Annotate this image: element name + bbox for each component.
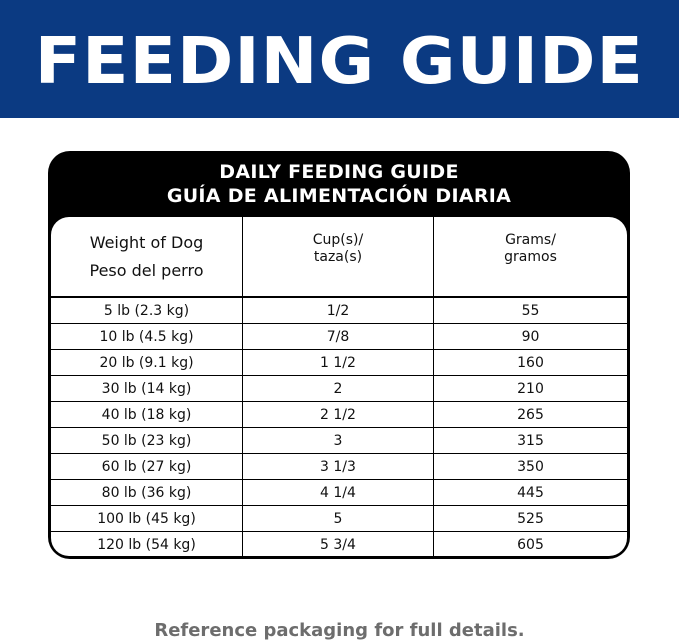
footer-note: Reference packaging for full details. bbox=[154, 620, 525, 641]
cups-cell: 7/8 bbox=[326, 329, 350, 345]
weight-cell: 50 lb (23 kg) bbox=[101, 433, 192, 449]
column-header-weight-es: Peso del perro bbox=[89, 261, 204, 280]
grams-cell: 525 bbox=[517, 511, 544, 527]
page-title: FEEDING GUIDE bbox=[34, 25, 645, 99]
card-title-spanish: GUÍA DE ALIMENTACIÓN DIARIA bbox=[166, 185, 512, 207]
cups-cell: 2 1/2 bbox=[320, 407, 356, 423]
cups-cell: 5 bbox=[333, 511, 343, 527]
header-banner bbox=[0, 0, 679, 118]
column-header-grams bbox=[434, 217, 627, 289]
weight-cell: 100 lb (45 kg) bbox=[97, 511, 196, 527]
weight-cell: 10 lb (4.5 kg) bbox=[99, 329, 194, 345]
grams-cell: 315 bbox=[517, 433, 544, 449]
grams-cell: 160 bbox=[517, 355, 544, 371]
cups-cell: 4 1/4 bbox=[320, 485, 356, 501]
cups-cell: 5 3/4 bbox=[320, 537, 356, 553]
cups-cell: 1/2 bbox=[326, 303, 350, 319]
weight-cell: 120 lb (54 kg) bbox=[97, 537, 196, 553]
grams-cell: 445 bbox=[517, 485, 544, 501]
weight-cell: 80 lb (36 kg) bbox=[101, 485, 192, 501]
weight-cell: 20 lb (9.1 kg) bbox=[99, 355, 194, 371]
column-header-weight-en: Weight of Dog bbox=[89, 233, 204, 252]
column-header-grams-es: gramos bbox=[504, 249, 557, 265]
column-header-cups-es: taza(s) bbox=[313, 249, 363, 265]
cups-cell: 3 bbox=[333, 433, 343, 449]
cups-cell: 2 bbox=[333, 381, 343, 397]
column-header-cups-en: Cup(s)/ bbox=[312, 232, 364, 248]
feeding-guide-card bbox=[48, 151, 630, 559]
grams-cell: 210 bbox=[517, 381, 544, 397]
grams-cell: 265 bbox=[517, 407, 544, 423]
card-header bbox=[48, 151, 630, 217]
cups-cell: 3 1/3 bbox=[320, 459, 356, 475]
feeding-table-grid bbox=[51, 217, 627, 556]
weight-cell: 30 lb (14 kg) bbox=[101, 381, 192, 397]
grams-cell: 350 bbox=[517, 459, 544, 475]
weight-cell: 60 lb (27 kg) bbox=[101, 459, 192, 475]
cups-cell: 1 1/2 bbox=[320, 355, 356, 371]
column-header-grams-en: Grams/ bbox=[505, 232, 556, 248]
column-header-cups bbox=[243, 217, 433, 289]
grams-cell: 90 bbox=[521, 329, 540, 345]
grams-cell: 605 bbox=[517, 537, 544, 553]
weight-cell: 40 lb (18 kg) bbox=[101, 407, 192, 423]
column-header-weight bbox=[51, 217, 242, 297]
card-title-english: DAILY FEEDING GUIDE bbox=[219, 161, 459, 183]
weight-cell: 5 lb (2.3 kg) bbox=[103, 303, 190, 319]
grams-cell: 55 bbox=[521, 303, 540, 319]
feeding-table bbox=[51, 217, 627, 556]
